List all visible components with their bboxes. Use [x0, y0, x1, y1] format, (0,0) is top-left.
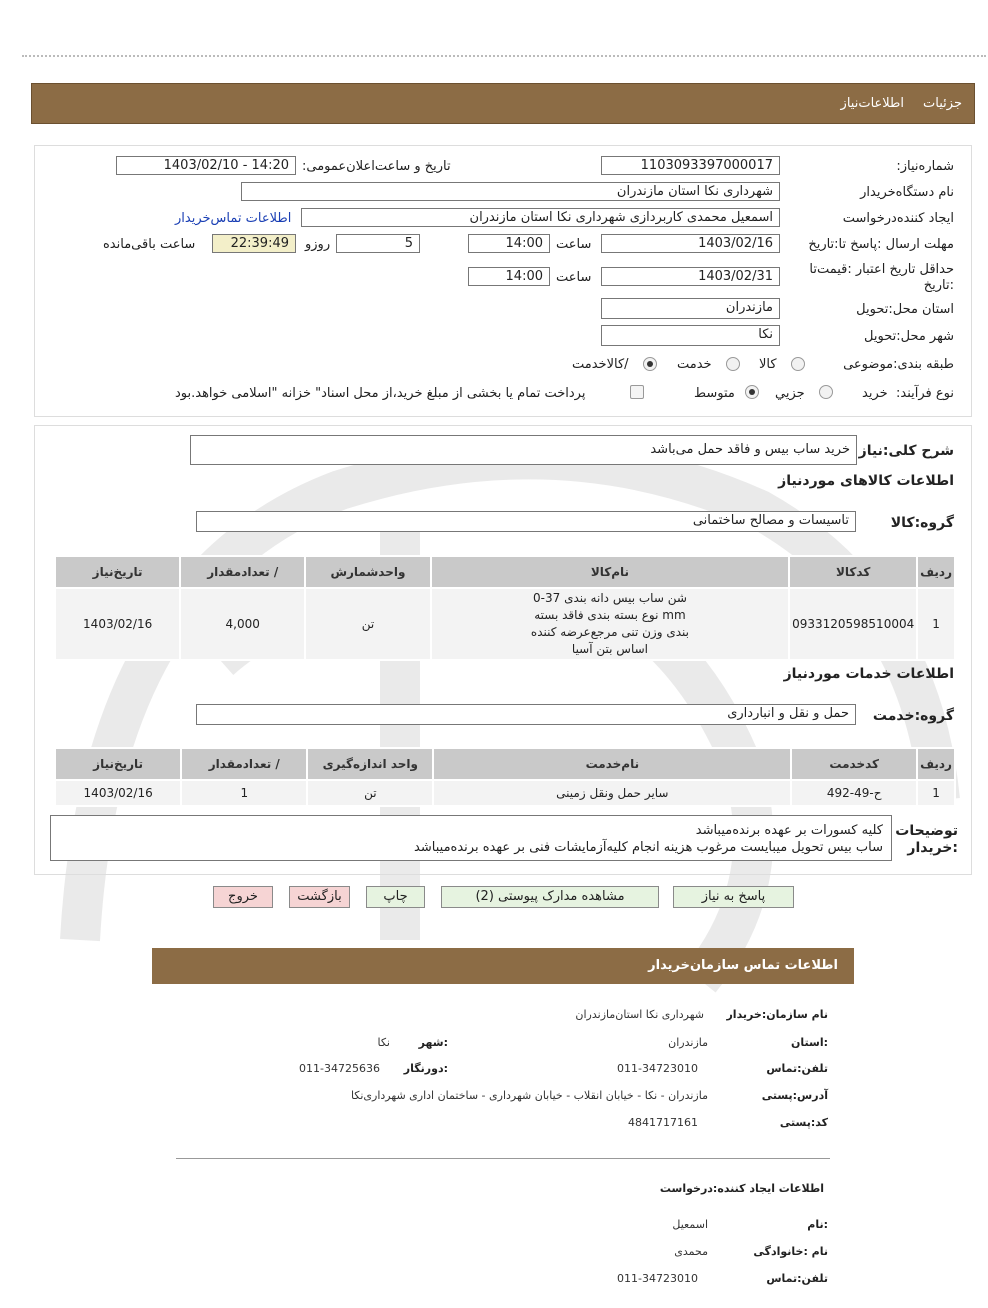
table-row	[55, 588, 955, 660]
goods-section-title: اطلاعات کالاهای موردنیاز	[778, 473, 954, 489]
contact-phone-label: تلفن:تماس	[766, 1062, 828, 1075]
details-header-bar	[31, 83, 975, 124]
buyer-notes-label: توضیحات	[895, 823, 958, 839]
need-summary-label: شرح کلی:نیاز	[858, 443, 954, 459]
top-divider	[22, 55, 986, 57]
category-label: طبقه بندی:موضوعی	[843, 357, 954, 372]
goods-cell-date: 1403/02/16	[55, 588, 180, 660]
buyer-contact-header	[152, 948, 854, 984]
deadline-date-field: 1403/02/16	[601, 234, 780, 253]
price-validity-time-field: 14:00	[468, 267, 550, 286]
category-goods-radio[interactable]	[791, 357, 805, 371]
treasury-payment-note: پرداخت تمام یا بخشی از مبلغ خرید،از محل اسناد" خزانه "اسلامی خواهد.بود	[175, 386, 586, 401]
deadline-time-label: ساعت	[556, 237, 592, 252]
contact-postal-value: 4841717161	[628, 1116, 698, 1129]
creator-name-label: :نام	[807, 1218, 828, 1231]
goods-table	[54, 555, 956, 661]
deadline-label: مهلت ارسال :پاسخ تا:تاریخ	[808, 237, 954, 252]
contact-org-label: نام سازمان:خریدار	[726, 1008, 828, 1021]
goods-header-qty: / تعدادمقدار	[180, 556, 305, 588]
contact-address-label: آدرس:پستی	[761, 1089, 828, 1102]
creator-family-label: نام :خانوادگی	[753, 1245, 828, 1258]
goods-cell-row: 1	[917, 588, 955, 660]
tab-details[interactable]: جزئیات	[923, 96, 962, 111]
remaining-time-field: 22:39:49	[212, 234, 296, 253]
service-header-date: تاریخ‌نیاز	[55, 748, 181, 780]
province-label: استان محل:تحویل	[856, 302, 954, 317]
service-header-code: کدخدمت	[791, 748, 917, 780]
view-documents-button[interactable]: مشاهده مدارک پیوستی (2)	[441, 886, 659, 908]
buyer-notes-field	[50, 815, 892, 861]
service-group-label: گروه:خدمت	[872, 708, 954, 724]
city-label: شهر محل:تحویل	[864, 329, 954, 344]
table-row	[55, 780, 955, 806]
service-header-unit: واحد اندازه‌گیری	[307, 748, 433, 780]
contact-address-value: مازندران - نکا - خیابان انقلاب - خیابان شهرداری - ساختمان اداری شهرداری‌نکا	[350, 1089, 708, 1102]
remaining-label: ساعت باقی‌مانده	[103, 237, 196, 252]
process-partial-radio[interactable]	[819, 385, 833, 399]
buyer-notes-label-2: :خریدار	[907, 840, 958, 856]
process-medium-radio[interactable]	[745, 385, 759, 399]
goods-group-label: گروه:کالا	[890, 515, 954, 531]
goods-header-name: نام‌کالا	[431, 556, 790, 588]
services-section-title: اطلاعات خدمات موردنیاز	[783, 666, 954, 682]
days-field: 5	[336, 234, 420, 253]
service-header-qty: / تعدادمقدار	[181, 748, 307, 780]
service-cell-unit: تن	[307, 780, 433, 806]
province-field: مازندران	[601, 298, 780, 319]
buyer-contact-link[interactable]: اطلاعات تماس‌خریدار	[175, 211, 292, 226]
category-goods-label: کالا	[759, 357, 777, 372]
need-summary-field: خرید ساب بیس و فاقد حمل می‌باشد	[190, 435, 857, 465]
service-cell-qty: 1	[181, 780, 307, 806]
process-medium-label: متوسط	[694, 386, 735, 401]
goods-cell-unit: تن	[305, 588, 431, 660]
creator-info-title: اطلاعات ایجاد کننده:درخواست	[659, 1182, 824, 1195]
announce-label: تاریخ و ساعت‌اعلان‌عمومی:	[302, 159, 451, 174]
buyer-org-field: شهرداری نکا استان مازندران	[241, 182, 780, 201]
price-validity-label: حداقل تاریخ اعتبار :قیمت‌تا	[809, 262, 954, 277]
category-goods-service-label: /کالاخدمت	[572, 357, 629, 372]
back-button[interactable]: بازگشت	[289, 886, 350, 908]
creator-field: اسمعیل محمدی کاربردازی شهرداری نکا استان مازندران	[301, 208, 780, 227]
city-field: نکا	[601, 325, 780, 346]
contact-postal-label: کد:پستی	[779, 1116, 828, 1129]
goods-header-unit: واحدشمارش	[305, 556, 431, 588]
goods-header-code: کدکالا	[789, 556, 917, 588]
buyer-contact-title: اطلاعات تماس سازمان‌خریدار	[648, 958, 838, 973]
goods-cell-qty: 4,000	[180, 588, 305, 660]
service-cell-row: 1	[917, 780, 955, 806]
print-button[interactable]: چاپ	[366, 886, 425, 908]
process-type-label: نوع فرآیند:	[896, 386, 954, 401]
contact-province-label: :استان	[791, 1036, 828, 1049]
service-cell-name: سایر حمل ونقل زمینی	[433, 780, 791, 806]
contact-phone-value: 011-34723010	[617, 1062, 698, 1075]
goods-name-text: شن ساب بیس دانه بندی 37-0 mm نوع بسته بندی فاقد بسته بندی وزن تنی مرجع‌عرضه کننده اساس بتن آسیا	[530, 591, 689, 656]
days-label: روزو	[305, 237, 331, 252]
process-partial-label: جزیي	[775, 386, 805, 401]
goods-header-row: ردیف	[917, 556, 955, 588]
buyer-notes-line-1: کلیه کسورات بر عهده برنده‌میباشد	[695, 823, 883, 838]
buyer-org-label: نام دستگاه‌خریدار	[860, 185, 954, 200]
contact-province-value: مازندران	[668, 1036, 708, 1049]
creator-label: ایجاد کننده‌درخواست	[842, 211, 954, 226]
contact-city-value: نکا	[377, 1036, 390, 1049]
price-validity-date-field: 1403/02/31	[601, 267, 780, 286]
category-service-radio[interactable]	[726, 357, 740, 371]
need-number-field: 1103093397000017	[601, 156, 780, 175]
service-cell-code: ح-49-492	[791, 780, 917, 806]
service-cell-date: 1403/02/16	[55, 780, 181, 806]
reply-button[interactable]: پاسخ به نیاز	[673, 886, 794, 908]
creator-name-value: اسمعیل	[672, 1218, 708, 1231]
category-service-label: خدمت	[677, 357, 712, 372]
category-goods-service-radio[interactable]	[643, 357, 657, 371]
announce-field: 1403/02/10 - 14:20	[116, 156, 296, 175]
buyer-notes-line-2: ساب بیس تحویل میبایست مرغوب هزینه انجام کلیه‌آزمایشات فنی بر عهده برنده‌میباشد	[414, 840, 883, 855]
price-validity-time-label: ساعت	[556, 270, 592, 285]
service-header-name: نام‌خدمت	[433, 748, 791, 780]
tab-need-info[interactable]: اطلاعات‌نیاز	[840, 96, 904, 111]
deadline-time-field: 14:00	[468, 234, 550, 253]
creator-phone-label: تلفن:تماس	[766, 1272, 828, 1285]
services-table	[54, 747, 956, 807]
goods-cell-code: 0933120598510004	[789, 588, 917, 660]
goods-cell-name	[431, 588, 790, 660]
contact-fax-label: :دورنگار	[403, 1062, 448, 1075]
process-buy-label: خرید	[862, 386, 888, 401]
need-number-label: شماره‌نیاز:	[896, 159, 954, 174]
price-validity-label-2: :تاریخ	[923, 278, 954, 293]
goods-header-date: تاریخ‌نیاز	[55, 556, 180, 588]
contact-org-value: شهرداری نکا استان‌مازندران	[575, 1008, 704, 1021]
creator-family-value: محمدی	[674, 1245, 708, 1258]
contact-fax-value: 011-34725636	[299, 1062, 380, 1075]
contact-city-label: :شهر	[418, 1036, 448, 1049]
creator-phone-value: 011-34723010	[617, 1272, 698, 1285]
goods-group-field: تاسیسات و مصالح ساختمانی	[196, 511, 856, 532]
treasury-payment-checkbox[interactable]	[630, 385, 644, 399]
exit-button[interactable]: خروج	[213, 886, 273, 908]
service-header-row: ردیف	[917, 748, 955, 780]
service-group-field: حمل و نقل و انبارداری	[196, 704, 856, 725]
contact-divider	[176, 1158, 830, 1159]
